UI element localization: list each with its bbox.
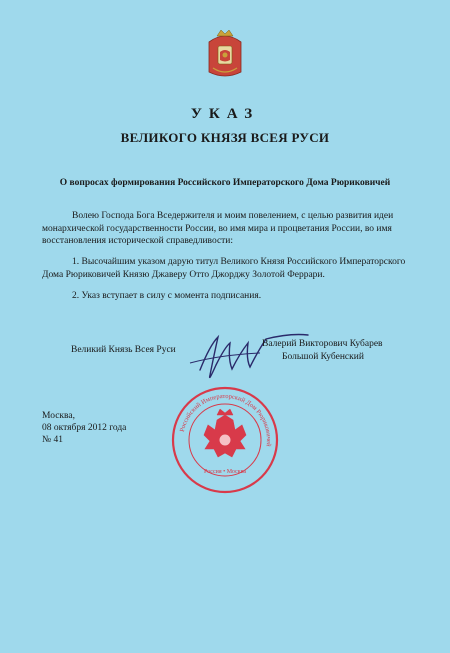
svg-text:Российский Императорский Дом Р: Российский Императорский Дом Рюриковичей	[178, 392, 273, 447]
decree-title: УКАЗ	[190, 106, 260, 122]
paragraph-item-1: 1. Высочайшим указом дарую титул Великого Князя Российского Императорского Дома Рюриковичей Князю Джаверу Отто Джорджу Золотой Феррари.	[42, 257, 406, 280]
place-date-block	[42, 410, 126, 446]
signatory-name: Валерий Викторович Кубарев	[262, 339, 383, 349]
signatory-honorific: Большой Кубенский	[282, 351, 364, 362]
decree-subject: О вопросах формирования Российского Императорского Дома Рюриковичей	[59, 178, 391, 188]
signatory-block	[262, 338, 383, 363]
decree-subtitle: ВЕЛИКОГО КНЯЗЯ ВСЕЯ РУСИ	[120, 130, 330, 145]
svg-text:Россия • Москва: Россия • Москва	[203, 469, 247, 475]
paragraph-preamble: Волею Господа Бога Вседержителя и моим повелением, с целью развития идеи монархической государственности России, во имя мира и процветания России, во имя восстановления исторической справедливости:	[42, 211, 394, 246]
place: Москва,	[42, 411, 75, 421]
decree-number: № 41	[42, 435, 63, 445]
official-seal-stamp	[170, 385, 280, 495]
signatory-title-left: Великий Князь Всея Руси	[71, 345, 176, 355]
date: 08 октября 2012 года	[42, 423, 127, 433]
coat-of-arms-icon	[205, 28, 245, 80]
paragraph-item-2: 2. Указ вступает в силу с момента подписания.	[72, 291, 262, 301]
